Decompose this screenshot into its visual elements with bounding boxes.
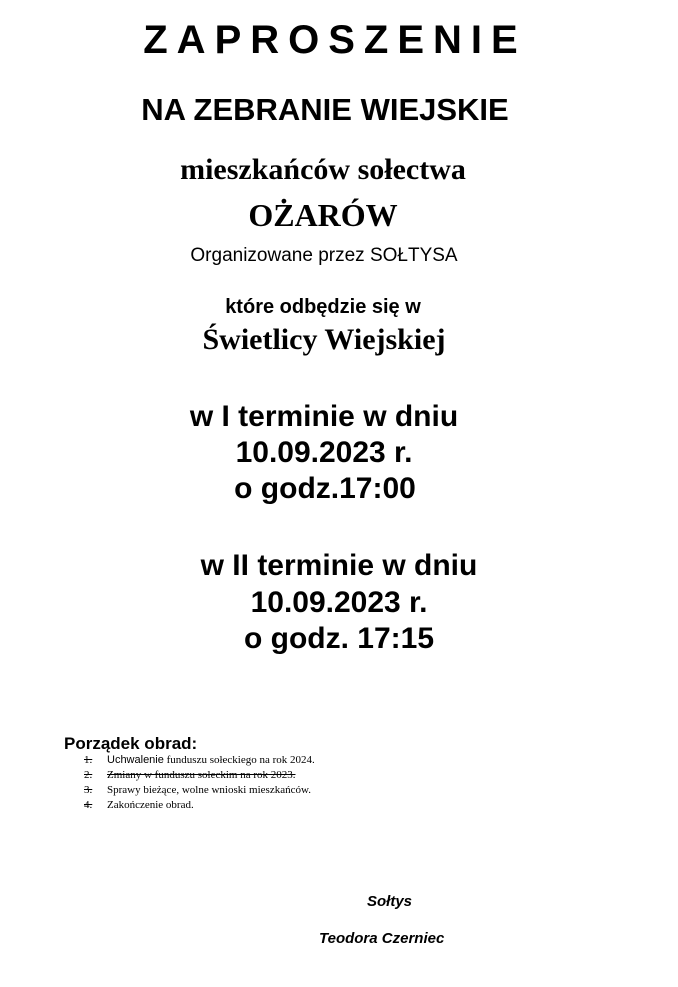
- meeting-subtitle: NA ZEBRANIE WIEJSKIE: [141, 92, 509, 127]
- agenda-item-text: Zmiany w funduszu sołeckim na rok 2023.: [107, 769, 296, 781]
- residents-line: mieszkańców sołectwa: [180, 153, 466, 186]
- agenda-item-text: Uchwalenie: [107, 754, 164, 766]
- which-line: które odbędzie się w: [225, 296, 421, 318]
- agenda-item-number: 4.: [84, 799, 93, 811]
- agenda-item-3: [84, 783, 315, 798]
- first-term-date: 10.09.2023 r.: [235, 436, 413, 469]
- agenda-item-number: 1.: [84, 754, 93, 766]
- agenda-item-4: [84, 798, 315, 813]
- signature-name: Teodora Czerniec: [319, 930, 445, 947]
- organizer-line: Organizowane przez SOŁTYSA: [190, 245, 458, 266]
- agenda-item-1: [84, 753, 315, 768]
- first-term-time: o godz.17:00: [234, 472, 416, 505]
- agenda-heading: Porządek obrad:: [64, 734, 198, 753]
- agenda-item-2: [84, 768, 315, 783]
- agenda-list: [84, 753, 315, 813]
- invitation-title: ZAPROSZENIE: [143, 18, 527, 62]
- first-term-heading: w I terminie w dniu: [189, 400, 459, 433]
- agenda-item-text: Sprawy bieżące, wolne wnioski mieszkańców.: [107, 784, 311, 796]
- village-name: OŻARÓW: [248, 197, 398, 233]
- second-term-time: o godz. 17:15: [243, 622, 435, 655]
- agenda-item-text: Zakończenie obrad.: [107, 799, 194, 811]
- agenda-item-number: 3.: [84, 784, 93, 796]
- second-term-date: 10.09.2023 r.: [250, 586, 428, 619]
- second-term-heading: w II terminie w dniu: [200, 549, 478, 582]
- meeting-place: Świetlicy Wiejskiej: [202, 323, 446, 356]
- agenda-item-text-rest: funduszu sołeckiego na rok 2024.: [163, 754, 315, 766]
- signature-title: Sołtys: [367, 893, 413, 910]
- agenda-item-number: 2.: [84, 769, 93, 781]
